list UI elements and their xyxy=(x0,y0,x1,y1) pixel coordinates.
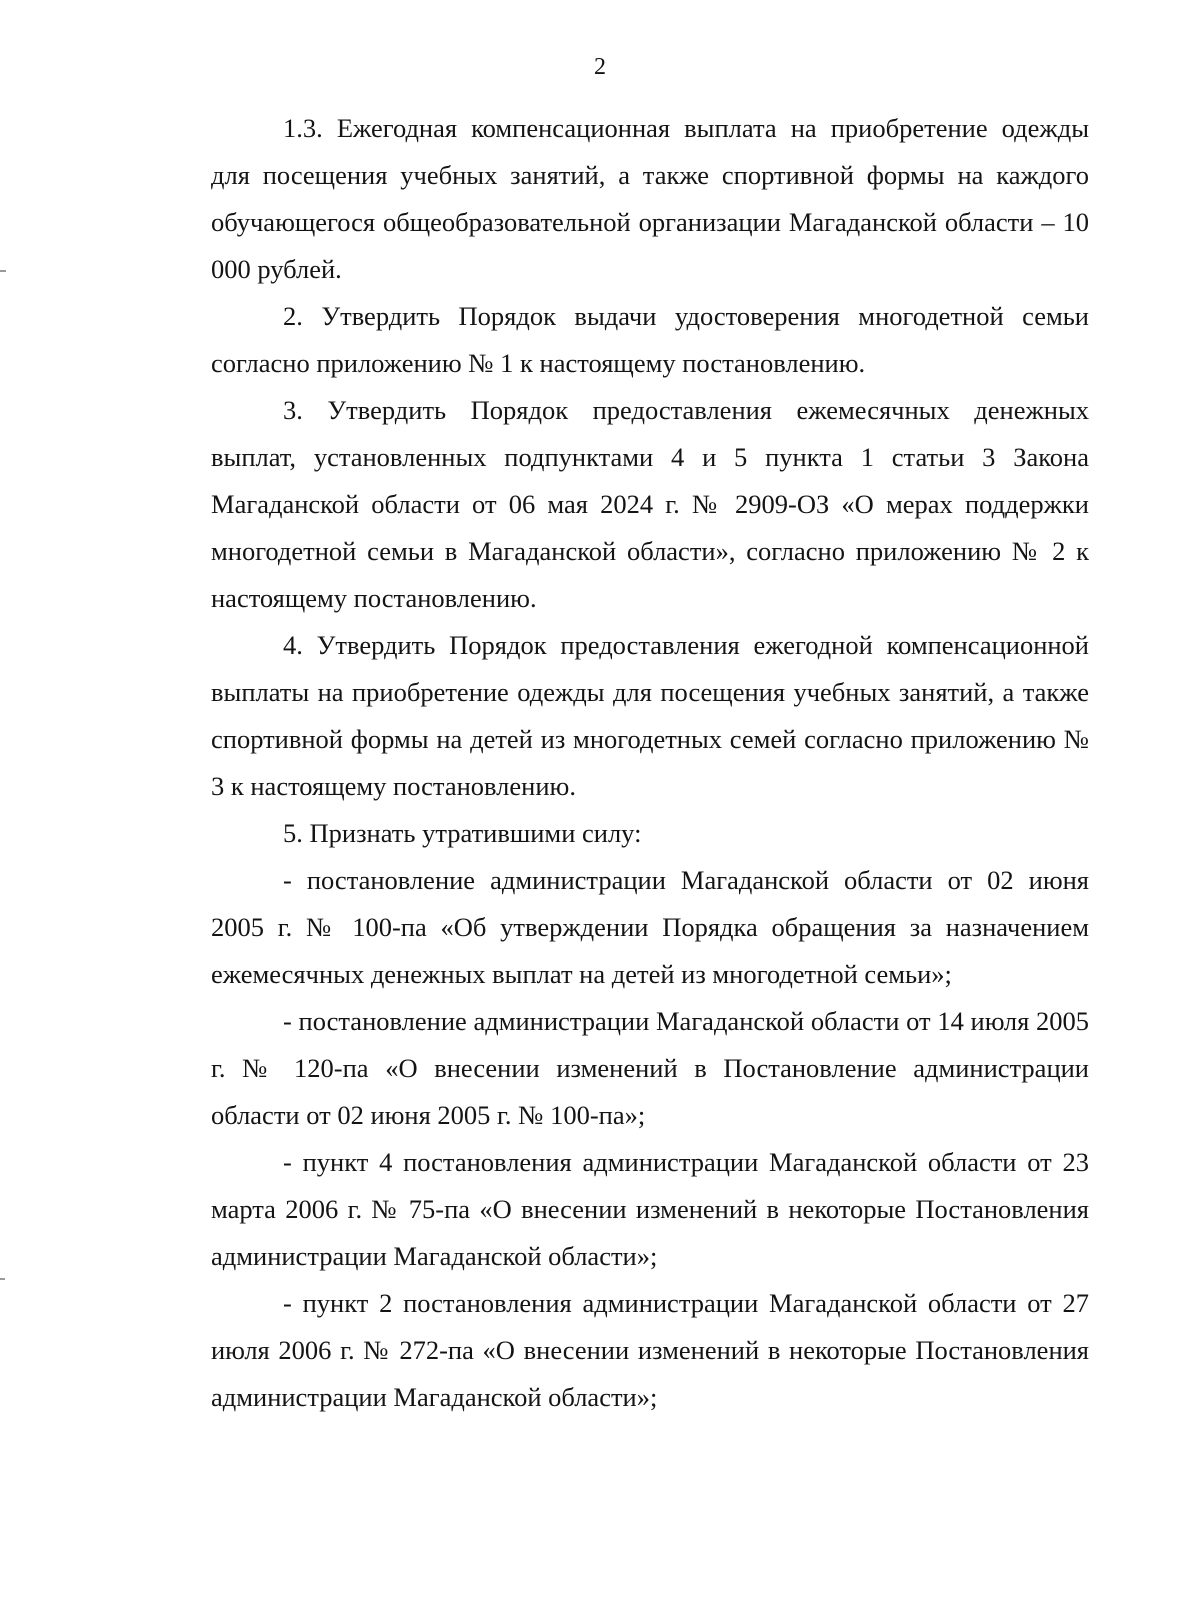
repealed-item: - постановление администрации Магаданской области от 14 июля 2005 г. № 120-па «О внесении изменений в Постановление администрации области от 02 июня 2005 г. № 100-па»; xyxy=(211,1006,1089,1130)
page-number: 2 xyxy=(594,54,606,80)
scan-edge-mark xyxy=(0,1278,5,1280)
repealed-item: - постановление администрации Магаданской области от 02 июня 2005 г. № 100-па «Об утверждении Порядка обращения за назначением ежемесячных денежных выплат на детей из многодетной семьи»; xyxy=(211,865,1089,989)
repealed-item: - пункт 2 постановления администрации Магаданской области от 27 июля 2006 г. № 272-па «О внесении изменений в некоторые Постановления администрации Магаданской области»; xyxy=(211,1288,1089,1412)
paragraph-1-3: 1.3. Ежегодная компенсационная выплата на приобретение одежды для посещения учебных занятий, а также спортивной формы на каждого обучающегося общеобразовательной организации Магаданской области – 10 000 рублей. xyxy=(211,113,1089,284)
scan-edge-mark xyxy=(0,270,6,272)
document-body xyxy=(211,105,1089,1421)
paragraph-5: 5. Признать утратившими силу: xyxy=(283,818,642,848)
paragraph-2: 2. Утвердить Порядок выдачи удостоверения многодетной семьи согласно приложению № 1 к настоящему постановлению. xyxy=(211,301,1089,378)
paragraph-3: 3. Утвердить Порядок предоставления ежемесячных денежных выплат, установленных подпунктами 4 и 5 пункта 1 статьи 3 Закона Магаданской области от 06 мая 2024 г. № 2909-ОЗ «О мерах поддержки многодетной семьи в Магаданской области», согласно приложению № 2 к настоящему постановлению. xyxy=(211,395,1089,613)
paragraph-4: 4. Утвердить Порядок предоставления ежегодной компенсационной выплаты на приобретение одежды для посещения учебных занятий, а также спортивной формы на детей из многодетных семей согласно приложению № 3 к настоящему постановлению. xyxy=(211,630,1089,801)
repealed-item: - пункт 4 постановления администрации Магаданской области от 23 марта 2006 г. № 75-па «О внесении изменений в некоторые Постановления администрации Магаданской области»; xyxy=(211,1147,1089,1271)
